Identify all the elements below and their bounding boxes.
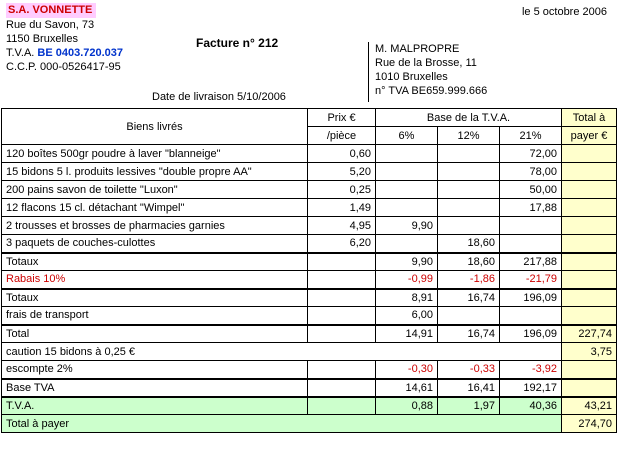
summary-row-totaux-2 bbox=[2, 289, 617, 307]
column-header-rate-6: 6% bbox=[376, 127, 438, 145]
escompte-base-6: -0,30 bbox=[376, 361, 438, 379]
summary-total bbox=[562, 307, 617, 325]
base-tva-price bbox=[308, 379, 376, 397]
escompte-row bbox=[2, 361, 617, 379]
invoice-table bbox=[1, 108, 617, 433]
summary-base-6: 14,91 bbox=[376, 325, 438, 343]
column-header-rate-21: 21% bbox=[500, 127, 562, 145]
item-price: 0,60 bbox=[308, 145, 376, 163]
summary-base-6: 9,90 bbox=[376, 253, 438, 271]
item-base-21: 72,00 bbox=[500, 145, 562, 163]
tva-6: 0,88 bbox=[376, 397, 438, 415]
summary-row-rabais bbox=[2, 271, 617, 289]
summary-base-6: 8,91 bbox=[376, 289, 438, 307]
item-price: 5,20 bbox=[308, 163, 376, 181]
summary-label: Totaux bbox=[2, 253, 308, 271]
item-total bbox=[562, 199, 617, 217]
company-tva-line bbox=[6, 46, 611, 60]
caution-total: 3,75 bbox=[562, 343, 617, 361]
item-base-21 bbox=[500, 217, 562, 235]
company-address-line-2: 1150 Bruxelles bbox=[6, 33, 78, 45]
item-description: 12 flacons 15 cl. détachant "Wimpel" bbox=[2, 199, 308, 217]
column-header-total-line1: Total à bbox=[562, 109, 617, 127]
item-base-6 bbox=[376, 199, 438, 217]
summary-price bbox=[308, 325, 376, 343]
item-price: 0,25 bbox=[308, 181, 376, 199]
escompte-label: escompte 2% bbox=[2, 361, 308, 379]
column-header-total-line2: payer € bbox=[562, 127, 617, 145]
item-total bbox=[562, 145, 617, 163]
item-base-21 bbox=[500, 235, 562, 253]
item-description: 15 bidons 5 l. produits lessives "double propre AA" bbox=[2, 163, 308, 181]
item-base-12 bbox=[438, 217, 500, 235]
summary-row-totaux-1 bbox=[2, 253, 617, 271]
summary-base-21: 196,09 bbox=[500, 289, 562, 307]
summary-base-12: -1,86 bbox=[438, 271, 500, 289]
table-row bbox=[2, 199, 617, 217]
summary-label: Totaux bbox=[2, 289, 308, 307]
item-description: 120 boîtes 500gr poudre à laver "blanneige" bbox=[2, 145, 308, 163]
summary-total bbox=[562, 253, 617, 271]
escompte-total bbox=[562, 361, 617, 379]
summary-price bbox=[308, 271, 376, 289]
tva-total: 43,21 bbox=[562, 397, 617, 415]
table-row bbox=[2, 235, 617, 253]
summary-base-12 bbox=[438, 307, 500, 325]
total-a-payer-label: Total à payer bbox=[2, 415, 562, 433]
item-base-21: 50,00 bbox=[500, 181, 562, 199]
tva-label: T.V.A. bbox=[2, 397, 308, 415]
summary-base-12: 16,74 bbox=[438, 289, 500, 307]
summary-price bbox=[308, 307, 376, 325]
item-base-6: 9,90 bbox=[376, 217, 438, 235]
client-street: Rue de la Brosse, 11 bbox=[375, 57, 477, 69]
item-base-21: 17,88 bbox=[500, 199, 562, 217]
summary-row-total bbox=[2, 325, 617, 343]
item-base-12 bbox=[438, 145, 500, 163]
item-description: 2 trousses et brosses de pharmacies garnies bbox=[2, 217, 308, 235]
item-base-6 bbox=[376, 145, 438, 163]
summary-row-frais-transport bbox=[2, 307, 617, 325]
summary-base-12: 18,60 bbox=[438, 253, 500, 271]
tva-row bbox=[2, 397, 617, 415]
item-total bbox=[562, 235, 617, 253]
item-base-6 bbox=[376, 235, 438, 253]
summary-base-21: 217,88 bbox=[500, 253, 562, 271]
tva-21: 40,36 bbox=[500, 397, 562, 415]
company-name: S.A. VONNETTE bbox=[6, 3, 96, 18]
invoice-title: Facture n° 212 bbox=[196, 36, 279, 50]
table-body bbox=[2, 145, 617, 433]
summary-price bbox=[308, 253, 376, 271]
escompte-base-12: -0,33 bbox=[438, 361, 500, 379]
client-tva-number: n° TVA BE659.999.666 bbox=[375, 85, 488, 97]
delivery-date: Date de livraison 5/10/2006 bbox=[152, 91, 286, 103]
caution-label: caution 15 bidons à 0,25 € bbox=[2, 343, 562, 361]
summary-label: frais de transport bbox=[2, 307, 308, 325]
escompte-price bbox=[308, 361, 376, 379]
column-header-price-line1: Prix € bbox=[308, 109, 376, 127]
item-price: 6,20 bbox=[308, 235, 376, 253]
escompte-base-21: -3,92 bbox=[500, 361, 562, 379]
summary-base-21: -21,79 bbox=[500, 271, 562, 289]
base-tva-label: Base TVA bbox=[2, 379, 308, 397]
summary-price bbox=[308, 289, 376, 307]
summary-base-6: 6,00 bbox=[376, 307, 438, 325]
invoice-header bbox=[0, 0, 617, 108]
base-tva-12: 16,41 bbox=[438, 379, 500, 397]
item-total bbox=[562, 217, 617, 235]
item-description: 3 paquets de couches-culottes bbox=[2, 235, 308, 253]
base-tva-6: 14,61 bbox=[376, 379, 438, 397]
item-base-12 bbox=[438, 163, 500, 181]
item-base-12 bbox=[438, 199, 500, 217]
company-tva-label: T.V.A. bbox=[6, 47, 38, 59]
summary-base-21: 196,09 bbox=[500, 325, 562, 343]
item-total bbox=[562, 163, 617, 181]
summary-label: Rabais 10% bbox=[2, 271, 308, 289]
item-description: 200 pains savon de toilette "Luxon" bbox=[2, 181, 308, 199]
summary-base-6: -0,99 bbox=[376, 271, 438, 289]
table-row bbox=[2, 145, 617, 163]
column-header-base-tva: Base de la T.V.A. bbox=[376, 109, 562, 127]
summary-base-21 bbox=[500, 307, 562, 325]
caution-row bbox=[2, 343, 617, 361]
table-row bbox=[2, 181, 617, 199]
base-tva-21: 192,17 bbox=[500, 379, 562, 397]
table-row bbox=[2, 163, 617, 181]
company-tva-number: BE 0403.720.037 bbox=[37, 47, 124, 59]
item-base-6 bbox=[376, 163, 438, 181]
item-total bbox=[562, 181, 617, 199]
summary-total: 227,74 bbox=[562, 325, 617, 343]
summary-total bbox=[562, 289, 617, 307]
tva-price bbox=[308, 397, 376, 415]
item-base-6 bbox=[376, 181, 438, 199]
item-base-12 bbox=[438, 181, 500, 199]
client-name: M. MALPROPRE bbox=[375, 43, 460, 55]
column-header-price-line2: /pièce bbox=[308, 127, 376, 145]
company-address-line-1: Rue du Savon, 73 bbox=[6, 19, 95, 31]
item-price: 1,49 bbox=[308, 199, 376, 217]
item-base-21: 78,00 bbox=[500, 163, 562, 181]
table-row bbox=[2, 217, 617, 235]
base-tva-total bbox=[562, 379, 617, 397]
summary-base-12: 16,74 bbox=[438, 325, 500, 343]
base-tva-row bbox=[2, 379, 617, 397]
total-a-payer-row bbox=[2, 415, 617, 433]
column-header-description: Biens livrés bbox=[2, 109, 308, 145]
item-price: 4,95 bbox=[308, 217, 376, 235]
table-header-row-1 bbox=[2, 109, 617, 127]
item-base-12: 18,60 bbox=[438, 235, 500, 253]
client-city: 1010 Bruxelles bbox=[375, 71, 448, 83]
summary-total bbox=[562, 271, 617, 289]
invoice-date: le 5 octobre 2006 bbox=[521, 6, 607, 18]
company-ccp: C.C.P. 000-0526417-95 bbox=[6, 61, 121, 73]
total-a-payer-amount: 274,70 bbox=[562, 415, 617, 433]
tva-12: 1,97 bbox=[438, 397, 500, 415]
summary-label: Total bbox=[2, 325, 308, 343]
column-header-rate-12: 12% bbox=[438, 127, 500, 145]
client-address-block bbox=[368, 42, 487, 102]
table-header bbox=[2, 109, 617, 145]
